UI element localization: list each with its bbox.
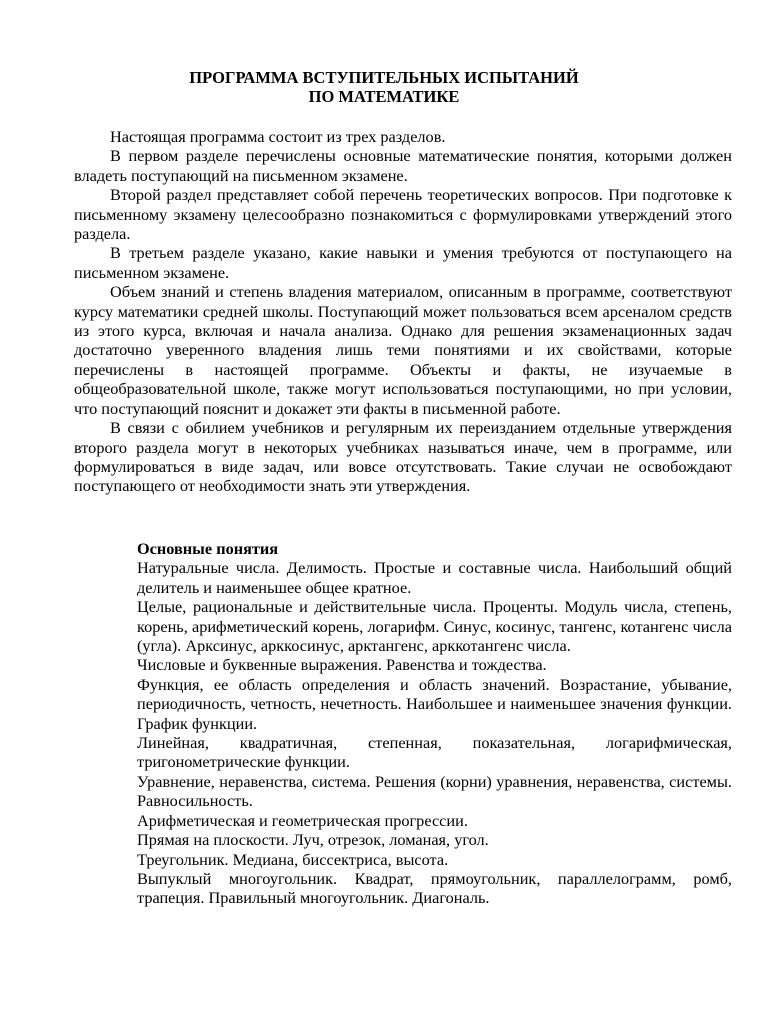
concept-item: Линейная, квадратичная, степенная, показательная, логарифмическая, тригонометрические функции. (137, 733, 732, 772)
concept-item: Числовые и буквенные выражения. Равенства и тождества. (137, 655, 547, 675)
intro-paragraph: В связи с обилием учебников и регулярным их переизданием отдельные утверждения второго раздела могут в некоторых учебниках называться иначе, чем в программе, или формулироваться в виде задач, или вовсе отсутствовать. Такие случаи не освобождают поступающего от необходимости знать эти утверждения. (74, 418, 732, 496)
concept-item: Целые, рациональные и действительные числа. Проценты. Модуль числа, степень, корень, арифметический корень, логарифм. Синус, косинус, тангенс, котангенс числа (угла). Арксинус, арккосинус, арктангенс, арккотангенс числа. (137, 597, 732, 656)
intro-paragraph: Объем знаний и степень владения материалом, описанным в программе, соответствуют курсу математики средней школы. Поступающий может пользоваться всем арсеналом средств из этого курса, включая и начала анализа. Однако для решения экзаменационных задач достаточно уверенного владения лишь теми понятиями и их свойствами, которые перечислены в настоящей программе. Объекты и факты, не изучаемые в общеобразовательной школе, также могут использоваться поступающими, но при условии, что поступающий пояснит и докажет эти факты в письменной работе. (74, 282, 732, 418)
basic-concepts-section (137, 539, 732, 908)
concept-item: Натуральные числа. Делимость. Простые и составные числа. Наибольший общий делитель и наименьшее общее кратное. (137, 558, 732, 597)
title-line-2: ПО МАТЕМАТИКЕ (308, 87, 460, 106)
section-heading: Основные понятия (137, 539, 279, 558)
document-title (0, 68, 768, 106)
intro-section (74, 127, 732, 496)
concept-item: Функция, ее область определения и область значений. Возрастание, убывание, периодичность, четность, нечетность. Наибольшее и наименьшее значения функции. График функции. (137, 674, 732, 733)
intro-paragraph: Второй раздел представляет собой перечень теоретических вопросов. При подготовке к письменному экзамену целесообразно познакомиться с формулировками утверждений этого раздела. (74, 185, 732, 244)
concept-item: Выпуклый многоугольник. Квадрат, прямоугольник, параллелограмм, ромб, трапеция. Правильный многоугольник. Диагональ. (137, 868, 732, 908)
concept-item: Уравнение, неравенства, система. Решения (корни) уравнения, неравенства, системы. Равносильность. (137, 771, 732, 811)
title-line-1: ПРОГРАММА ВСТУПИТЕЛЬНЫХ ИСПЫТАНИЙ (189, 68, 579, 87)
concept-item: Прямая на плоскости. Луч, отрезок, ломаная, угол. (137, 830, 489, 850)
concept-item: Арифметическая и геометрическая прогрессии. (137, 810, 468, 830)
intro-paragraph: Настоящая программа состоит из трех разделов. (110, 127, 446, 146)
concept-item: Треугольник. Медиана, биссектриса, высота. (137, 849, 449, 869)
intro-paragraph: В первом разделе перечислены основные математические понятия, которыми должен владеть поступающий на письменном экзамене. (74, 146, 732, 185)
intro-paragraph: В третьем разделе указано, какие навыки и умения требуются от поступающего на письменном экзамене. (74, 243, 732, 282)
